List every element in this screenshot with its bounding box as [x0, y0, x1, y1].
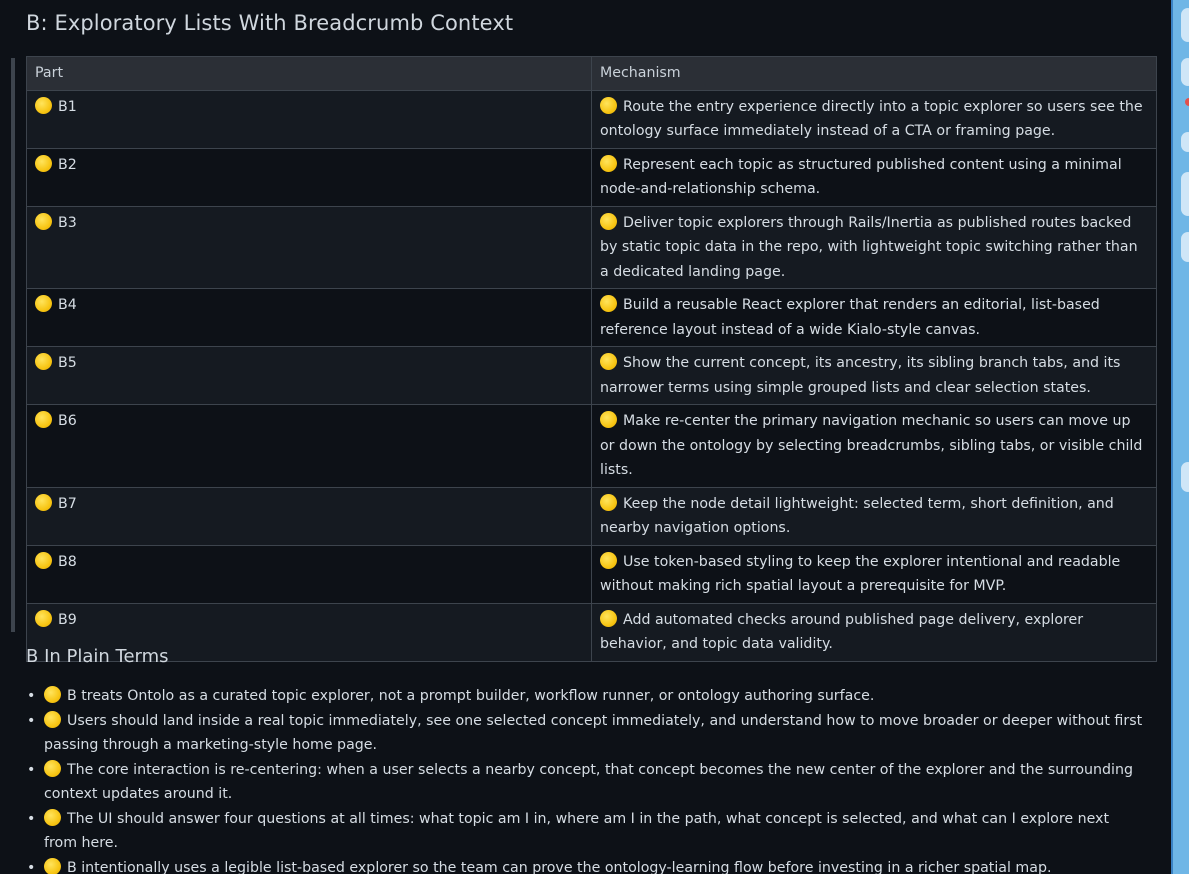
- part-label: B2: [58, 156, 77, 173]
- table-row: [27, 148, 1157, 206]
- mechanism-text: Deliver topic explorers through Rails/Inertia as published routes backed by static topic data in the repo, with lightweight topic switching rather than a dedicated landing page.: [600, 214, 1138, 280]
- list-item: [26, 758, 1146, 807]
- mechanism-cell: [592, 289, 1157, 347]
- bullet-icon: •: [27, 761, 36, 778]
- yellow-circle-icon: [600, 155, 617, 172]
- yellow-circle-icon: [600, 213, 617, 230]
- table-row: [27, 603, 1157, 661]
- yellow-circle-icon: [35, 494, 52, 511]
- yellow-circle-icon: [44, 858, 61, 874]
- part-label: B5: [58, 355, 77, 371]
- table-row: [27, 347, 1157, 405]
- table-header-row: [27, 57, 1157, 91]
- table-row: [27, 545, 1157, 603]
- list-item-text: Users should land inside a real topic immediately, see one selected concept immediately, and understand how to move broader or deeper without first passing through a marketing-style home page.: [44, 712, 1143, 753]
- side-panel-chip: [1181, 58, 1189, 86]
- list-item-text: B treats Ontolo as a curated topic explorer, not a prompt builder, workflow runner, or ontology authoring surface.: [67, 688, 875, 704]
- yellow-circle-icon: [600, 97, 617, 114]
- table-row: [27, 405, 1157, 488]
- list-item-text: B intentionally uses a legible list-based explorer so the team can prove the ontology-learning flow before investing in a richer spatial map.: [67, 859, 1052, 874]
- mechanism-cell: [592, 487, 1157, 545]
- yellow-circle-icon: [35, 610, 52, 627]
- part-label: B4: [58, 297, 77, 313]
- side-panel-chip: [1181, 132, 1189, 152]
- side-panel-dot: [1185, 98, 1189, 106]
- mechanism-cell: [592, 206, 1157, 289]
- table-row: [27, 487, 1157, 545]
- part-cell: [27, 487, 592, 545]
- yellow-circle-icon: [35, 411, 52, 428]
- bullet-icon: •: [27, 712, 36, 729]
- part-cell: [27, 405, 592, 488]
- yellow-circle-icon: [44, 760, 61, 777]
- yellow-circle-icon: [600, 610, 617, 627]
- list-item: [26, 709, 1146, 758]
- mechanism-text: Use token-based styling to keep the explorer intentional and readable without making rich spatial layout a prerequisite for MVP.: [600, 553, 1121, 594]
- yellow-circle-icon: [600, 552, 617, 569]
- list-item-text: The core interaction is re-centering: when a user selects a nearby concept, that concept becomes the new center of the explorer and the surrounding context updates around it.: [44, 761, 1133, 802]
- plain-terms-list: [26, 684, 1146, 874]
- list-item: [26, 807, 1146, 856]
- mechanism-cell: [592, 405, 1157, 488]
- table-body: [27, 90, 1157, 661]
- bullet-icon: •: [27, 688, 36, 704]
- side-panel-chip: [1181, 462, 1189, 492]
- mechanism-cell: [592, 545, 1157, 603]
- parts-table: [26, 56, 1157, 662]
- yellow-circle-icon: [44, 711, 61, 728]
- side-panel-chip: [1181, 172, 1189, 216]
- yellow-circle-icon: [35, 97, 52, 114]
- mechanism-cell: [592, 90, 1157, 148]
- mechanism-cell: [592, 148, 1157, 206]
- mechanism-text: Make re-center the primary navigation mechanic so users can move up or down the ontology by selecting breadcrumbs, sibling tabs, or visible child lists.: [600, 413, 1143, 478]
- yellow-circle-icon: [35, 155, 52, 172]
- mechanism-text: Build a reusable React explorer that renders an editorial, list-based reference layout instead of a wide Kialo-style canvas.: [600, 297, 1100, 338]
- part-label: B7: [58, 495, 77, 512]
- yellow-circle-icon: [35, 295, 52, 312]
- bullet-icon: •: [27, 810, 36, 827]
- part-label: B8: [58, 553, 77, 570]
- part-cell: [27, 206, 592, 289]
- yellow-circle-icon: [44, 686, 61, 703]
- mechanism-text: Represent each topic as structured published content using a minimal node-and-relationship schema.: [600, 156, 1122, 197]
- blockquote-bar: [11, 58, 15, 632]
- side-panel-chip: [1181, 8, 1189, 42]
- yellow-circle-icon: [600, 411, 617, 428]
- yellow-circle-icon: [35, 353, 52, 370]
- yellow-circle-icon: [600, 494, 617, 511]
- part-label: B6: [58, 413, 77, 429]
- mechanism-column-header: Mechanism: [592, 57, 1157, 91]
- table-row: [27, 90, 1157, 148]
- part-cell: [27, 545, 592, 603]
- plain-terms-title: B In Plain Terms: [26, 646, 169, 667]
- mechanism-text: Route the entry experience directly into a topic explorer so users see the ontology surface immediately instead of a CTA or framing page.: [600, 98, 1143, 139]
- side-panel-chip: [1181, 232, 1189, 262]
- list-item: [26, 856, 1146, 874]
- yellow-circle-icon: [44, 809, 61, 826]
- part-label: B1: [58, 98, 77, 115]
- mechanism-cell: [592, 347, 1157, 405]
- mechanism-text: Keep the node detail lightweight: selected term, short definition, and nearby navigation options.: [600, 495, 1114, 536]
- mechanism-text: Show the current concept, its ancestry, its sibling branch tabs, and its narrower terms using simple grouped lists and clear selection states.: [600, 355, 1121, 396]
- list-item: [26, 684, 1146, 709]
- list-item-text: The UI should answer four questions at all times: what topic am I in, where am I in the path, what concept is selected, and what can I explore next from here.: [44, 810, 1110, 851]
- part-cell: [27, 347, 592, 405]
- yellow-circle-icon: [600, 353, 617, 370]
- part-cell: [27, 90, 592, 148]
- table-row: [27, 206, 1157, 289]
- yellow-circle-icon: [35, 552, 52, 569]
- part-cell: [27, 289, 592, 347]
- yellow-circle-icon: [600, 295, 617, 312]
- part-cell: [27, 148, 592, 206]
- part-label: B9: [58, 611, 77, 628]
- table-row: [27, 289, 1157, 347]
- part-column-header: Part: [27, 57, 592, 91]
- bullet-icon: •: [27, 859, 36, 874]
- side-panel-edge: [1171, 0, 1189, 874]
- section-title: B: Exploratory Lists With Breadcrumb Context: [26, 11, 514, 35]
- part-label: B3: [58, 214, 77, 231]
- mechanism-text: Add automated checks around published page delivery, explorer behavior, and topic data validity.: [600, 611, 1084, 652]
- yellow-circle-icon: [35, 213, 52, 230]
- mechanism-cell: [592, 603, 1157, 661]
